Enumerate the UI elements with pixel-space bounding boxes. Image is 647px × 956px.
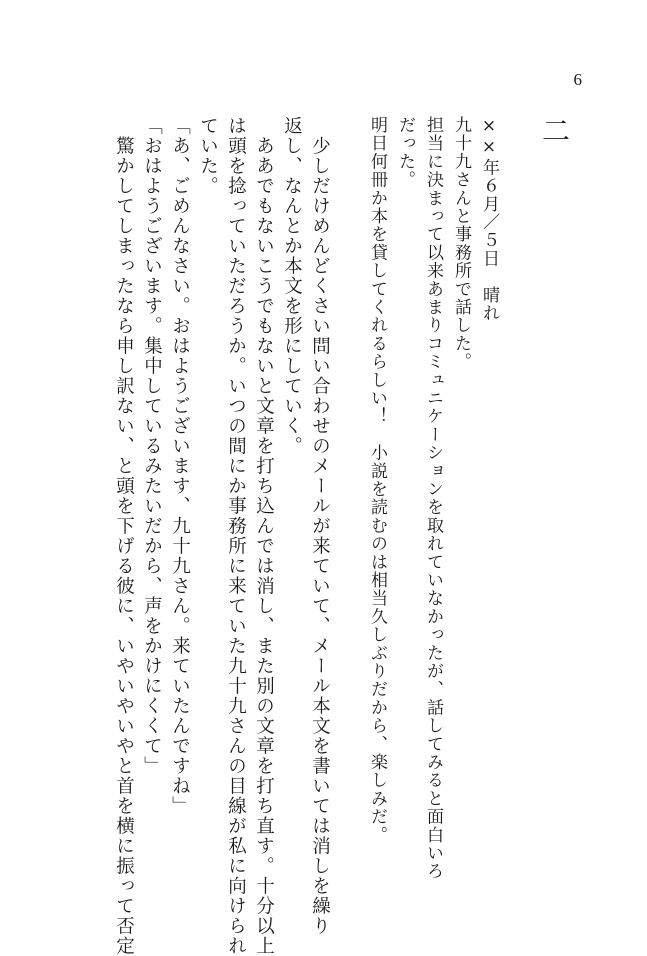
body-line-5: ていた。 bbox=[197, 116, 219, 196]
diary-line-3: 担当に決まって以来あまりコミュニケーションを取れていなかったが、話してみると面白いろ bbox=[423, 116, 443, 881]
body-line-3: ああでもないこうでもないと文章を打ち込んでは消し、また別の文章を打ち直す。十分以上 bbox=[253, 116, 275, 956]
chapter-title: 二 bbox=[538, 116, 571, 144]
body-line-7: 「おはようございます。集中しているみたいだから、声をかけにくくて」 bbox=[141, 116, 163, 776]
diary-line-4: だった。 bbox=[395, 116, 415, 189]
body-line-4: は頭を捻っていただろうか。いつの間にか事務所に来ていた九十九さんの目線が私に向けられ bbox=[225, 116, 247, 956]
diary-line-2: 九十九さんと事務所で話した。 bbox=[451, 116, 471, 371]
body-line-6: 「あ、ごめんなさい。おはようございます、九十九さん。来ていたんですね」 bbox=[169, 116, 191, 816]
diary-line-5: 明日何冊か本を貸してくれるらしい！ 小説を読むのは相当久しぶりだから、楽しみだ。 bbox=[367, 116, 387, 844]
body-line-2: 返し、なんとか本文を形にしていく。 bbox=[281, 116, 303, 456]
page-number: 6 bbox=[573, 70, 582, 89]
body-line-8: 驚かしてしまったなら申し訳ない、と頭を下げる彼に、いやいやいやと首を横に振って否定 bbox=[113, 116, 135, 956]
diary-line-1: ××年６月／５日 晴れ bbox=[479, 116, 499, 323]
body-line-1: 少しだけめんどくさい問い合わせのメールが来ていて、メール本文を書いては消しを繰り bbox=[309, 116, 331, 936]
